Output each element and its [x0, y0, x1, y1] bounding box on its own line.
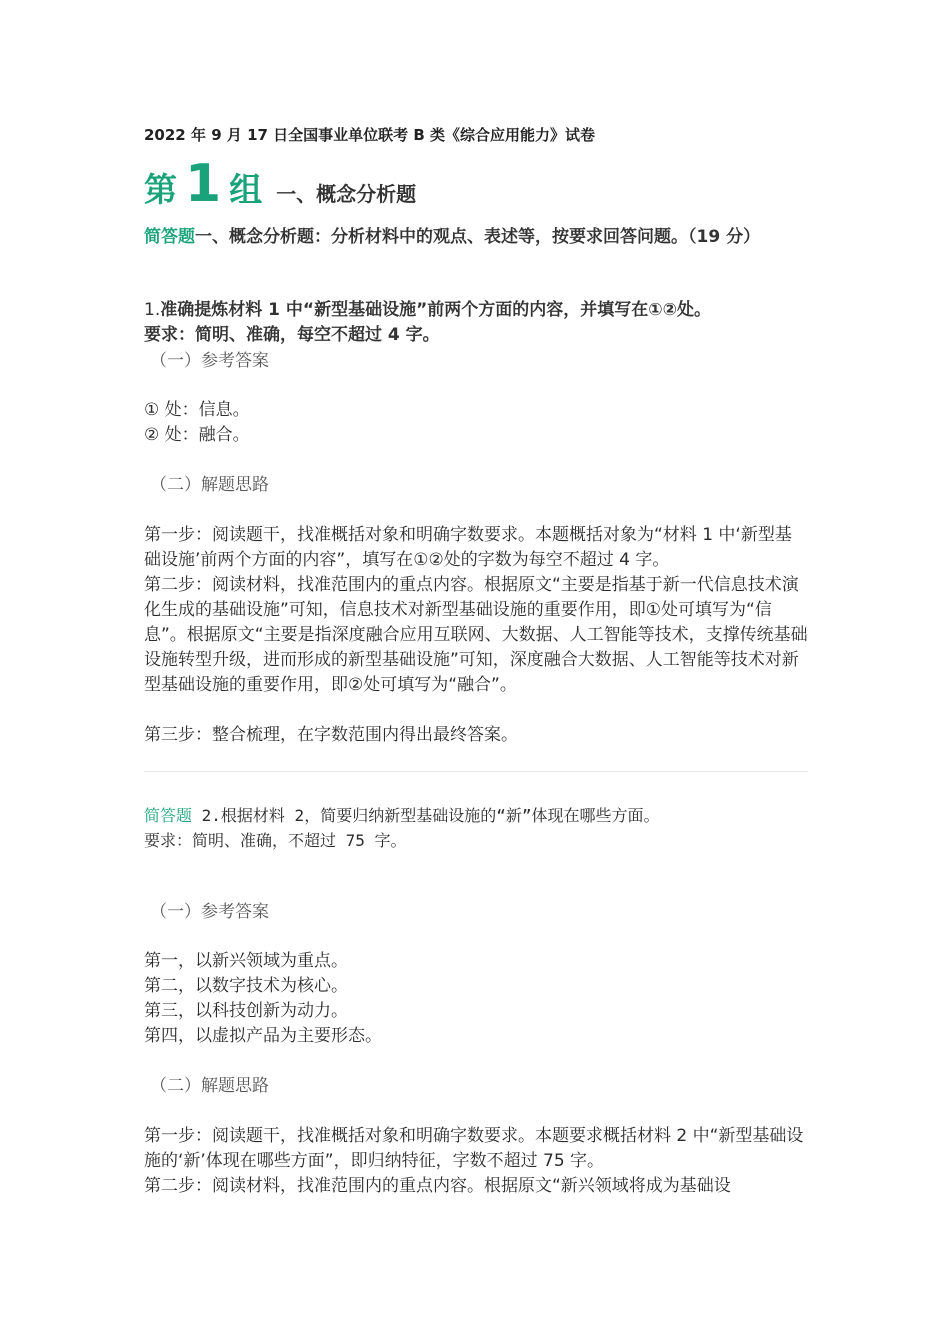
group-prefix: 第	[144, 170, 177, 209]
q2-answer-2: 第二，以数字技术为核心。	[144, 976, 348, 996]
q1-step-1: 第一步：阅读题干，找准概括对象和明确字数要求。本题概括对象为“材料 1 中‘新型基础设施’前两个方面的内容”，填写在①②处的字数为每空不超过 4 字。	[144, 525, 792, 570]
question-2-title	[144, 803, 808, 853]
q2-step-1: 第一步：阅读题干，找准概括对象和明确字数要求。本题要求概括材料 2 中“新型基础设施的‘新’体现在哪些方面”，即归纳特征，字数不超过 75 字。	[144, 1126, 804, 1171]
question-2-text: 2.根据材料 2，简要归纳新型基础设施的“新”体现在哪些方面。	[201, 806, 660, 825]
q1-analysis-label: （二）解题思路	[150, 475, 269, 495]
q1-answer-label: （一）参考答案	[150, 351, 269, 371]
question-2-requirement: 要求：简明、准确，不超过 75 字。	[144, 831, 407, 850]
question-1-number: 1.	[144, 300, 161, 320]
question-intro-text: 一、概念分析题：分析材料中的观点、表述等，按要求回答问题。（19 分）	[195, 227, 761, 247]
group-suffix: 组	[229, 170, 263, 209]
question-intro	[144, 225, 808, 250]
q2-answer-4: 第四，以虚拟产品为主要形态。	[144, 1026, 382, 1046]
q1-step-3: 第三步：整合梳理，在字数范围内得出最终答案。	[144, 725, 518, 745]
group-number: 1	[185, 154, 222, 214]
q2-answer-label: （一）参考答案	[150, 902, 269, 922]
group-heading	[144, 154, 417, 214]
q2-analysis-label: （二）解题思路	[150, 1076, 269, 1096]
q2-step-2: 第二步：阅读材料，找准范围内的重点内容。根据原文“新兴领域将成为基础设	[144, 1176, 731, 1196]
q2-answer-1: 第一，以新兴领域为重点。	[144, 951, 348, 971]
question-type-tag: 简答题	[144, 227, 195, 247]
q2-answer-3: 第三，以科技创新为动力。	[144, 1001, 348, 1021]
question-1-requirement: 要求：简明、准确，每空不超过 4 字。	[144, 325, 440, 345]
divider	[144, 771, 808, 772]
section-title: 一、概念分析题	[276, 182, 417, 206]
q1-answer-2: ② 处：融合。	[144, 425, 250, 445]
question-1-title	[144, 298, 808, 348]
question-1-text: 准确提炼材料 1 中“新型基础设施”前两个方面的内容，并填写在①②处。	[160, 300, 712, 320]
q1-answer-1: ① 处：信息。	[144, 400, 250, 420]
question-2-type-tag: 简答题	[144, 806, 193, 825]
q1-step-2: 第二步：阅读材料，找准范围内的重点内容。根据原文“主要是指基于新一代信息技术演化生成的基础设施”可知，信息技术对新型基础设施的重要作用，即①处可填写为“信息”。根据原文“主要是指深度融合应用互联网、大数据、人工智能等技术，支撑传统基础设施转型升级，进而形成的新型基础设施”可知，深度融合大数据、人工智能等技术对新型基础设施的重要作用，即②处可填写为“融合”。	[144, 575, 808, 695]
document-title: 2022 年 9 月 17 日全国事业单位联考 B 类《综合应用能力》试卷	[144, 126, 596, 144]
